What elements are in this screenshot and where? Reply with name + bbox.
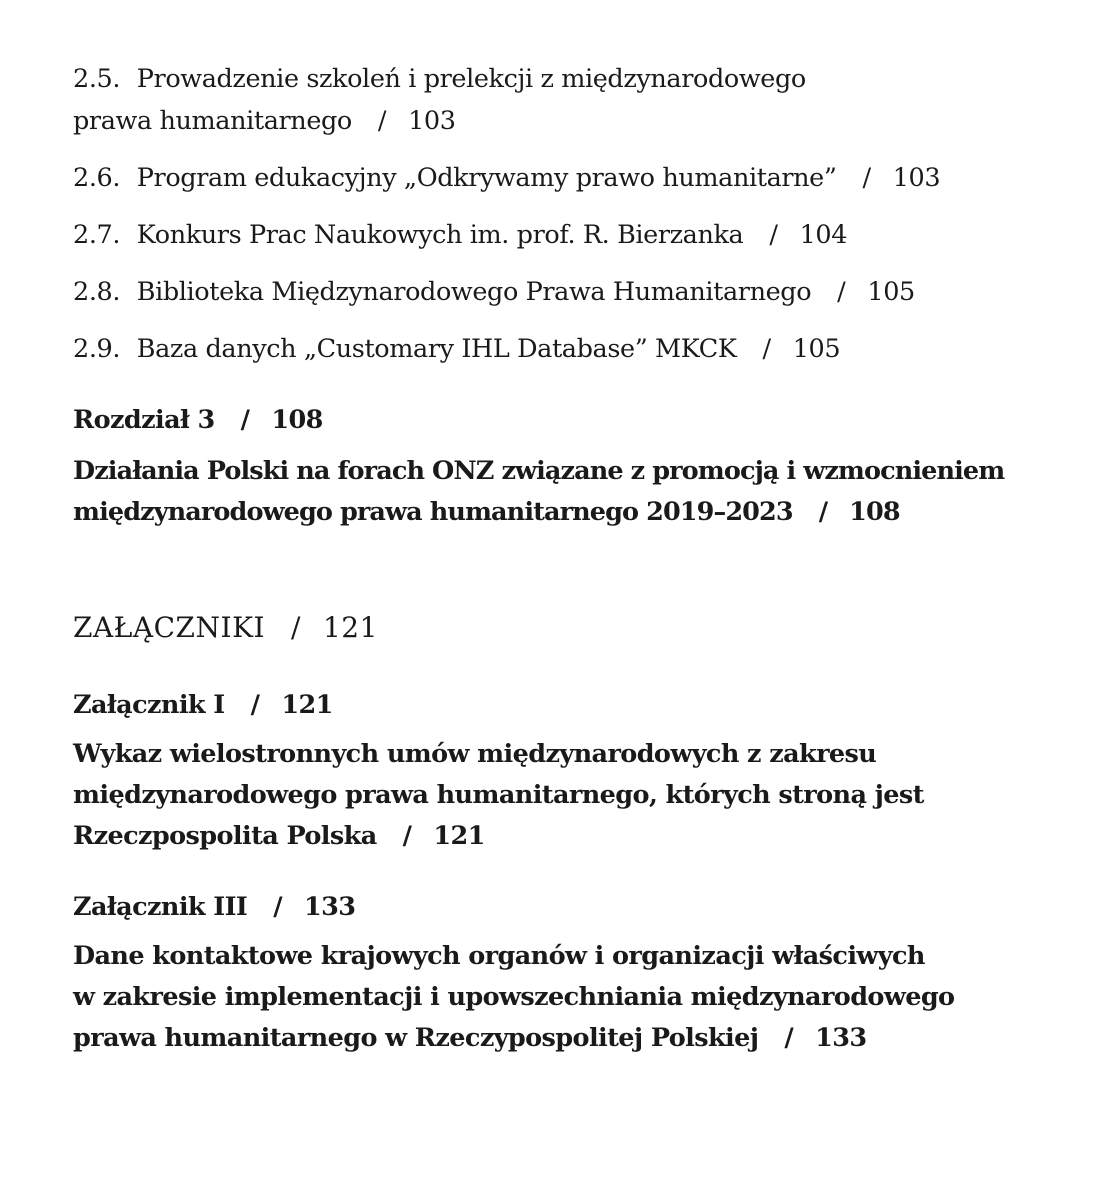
annex-title-line: Wykaz wielostronnych umów międzynarodowych z zakresu (73, 739, 877, 769)
annex-title-line: prawa humanitarnego w Rzeczypospolitej Polskiej (73, 1023, 759, 1053)
separator: / (273, 892, 282, 922)
entry-number: 2.7. (73, 220, 121, 250)
entry-number: 2.6. (73, 163, 121, 193)
separator: / (762, 334, 771, 364)
chapter-label: Rozdział 3 (73, 405, 215, 435)
toc-entry-2-7[interactable] (73, 214, 1063, 256)
separator: / (377, 106, 387, 136)
annex-3-heading[interactable] (73, 887, 1063, 928)
chapter-3-title[interactable] (73, 451, 1063, 533)
entry-title: Biblioteka Międzynarodowego Prawa Humanitarnego (136, 277, 812, 307)
section-page: 121 (322, 611, 378, 644)
annex-label: Załącznik III (73, 892, 248, 922)
annex-title-line: w zakresie implementacji i upowszechniania międzynarodowego (73, 982, 955, 1012)
section-label: ZAŁĄCZNIKI (73, 611, 266, 644)
chapter-title-line: międzynarodowego prawa humanitarnego 2019–2023 (73, 497, 793, 527)
entry-title: Konkurs Prac Naukowych im. prof. R. Bierzanka (136, 220, 744, 250)
annex-1-heading[interactable] (73, 685, 1063, 726)
annex-title-page: 133 (815, 1023, 867, 1053)
entry-page: 104 (799, 220, 848, 250)
chapter-3-heading[interactable] (73, 400, 1063, 441)
entry-number: 2.5. (73, 64, 121, 94)
separator: / (862, 163, 871, 193)
annex-page: 121 (281, 690, 333, 720)
chapter-title-line: Działania Polski na forach ONZ związane z promocją i wzmocnieniem (73, 456, 1005, 486)
annex-1-title[interactable] (73, 734, 1003, 857)
annex-label: Załącznik I (73, 690, 225, 720)
entry-page: 105 (867, 277, 915, 307)
annexes-section-heading[interactable] (73, 607, 1063, 649)
entry-page: 105 (792, 334, 841, 364)
annex-3-title[interactable] (73, 936, 1003, 1059)
entry-number: 2.8. (73, 277, 121, 307)
annex-title-line: Rzeczpospolita Polska (73, 821, 377, 851)
separator: / (769, 220, 778, 250)
entry-title-cont: prawa humanitarnego (73, 106, 352, 136)
separator: / (250, 690, 260, 720)
entry-page: 103 (408, 106, 456, 136)
separator: / (291, 611, 301, 644)
toc-entry-2-6[interactable] (73, 157, 1063, 199)
entry-title: Prowadzenie szkoleń i prelekcji z międzynarodowego (136, 64, 806, 94)
entry-page: 103 (892, 163, 941, 193)
separator: / (402, 821, 412, 851)
entry-number: 2.9. (73, 334, 121, 364)
annex-title-line: międzynarodowego prawa humanitarnego, których stroną jest (73, 780, 924, 810)
separator: / (818, 497, 828, 527)
toc-entry-2-5[interactable] (73, 58, 1063, 142)
chapter-title-page: 108 (849, 497, 900, 527)
toc-entry-2-9[interactable] (73, 328, 1063, 370)
chapter-page: 108 (271, 405, 323, 435)
separator: / (837, 277, 846, 307)
table-of-contents (73, 58, 1063, 1059)
separator: / (240, 405, 250, 435)
entry-title: Program edukacyjny „Odkrywamy prawo humanitarne” (136, 163, 837, 193)
entry-title: Baza danych „Customary IHL Database” MKCK (136, 334, 737, 364)
toc-entry-2-8[interactable] (73, 271, 1063, 313)
annex-page: 133 (303, 892, 356, 922)
annex-title-page: 121 (433, 821, 485, 851)
separator: / (784, 1023, 794, 1053)
annex-title-line: Dane kontaktowe krajowych organów i organizacji właściwych (73, 941, 925, 971)
